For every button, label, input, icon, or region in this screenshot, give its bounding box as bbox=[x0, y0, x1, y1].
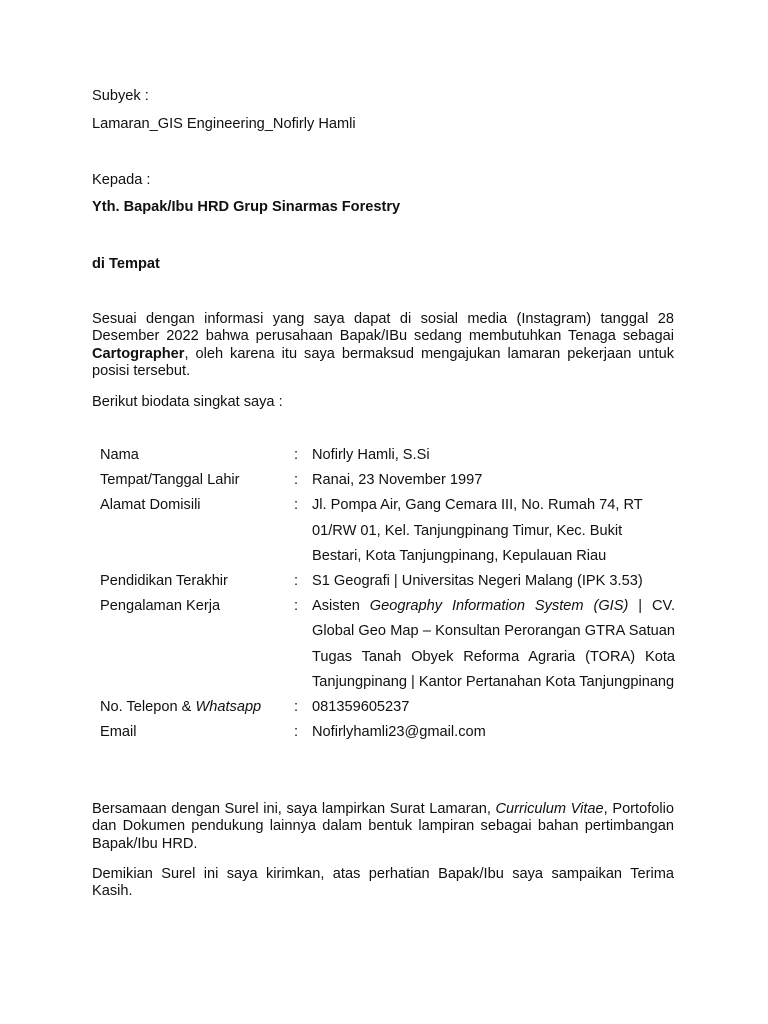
bio-colon: : bbox=[294, 573, 299, 590]
recipient-name: Yth. Bapak/Ibu HRD Grup Sinarmas Forestry bbox=[92, 199, 401, 215]
experience-prefix: Asisten bbox=[312, 598, 370, 615]
bio-label-address: Alamat Domisili bbox=[100, 497, 201, 514]
bio-label-birth: Tempat/Tanggal Lahir bbox=[100, 472, 240, 489]
bio-row-experience bbox=[100, 594, 675, 695]
experience-italic: Geography Information System (GIS) bbox=[369, 598, 629, 615]
phone-label-italic: Whatsapp bbox=[195, 699, 262, 716]
intro-position: Cartographer bbox=[92, 345, 185, 362]
attachments-text-start: Bersamaan dengan Surel ini, saya lampirkan Surat Lamaran, bbox=[92, 801, 496, 817]
bio-row-email bbox=[100, 720, 675, 745]
intro-paragraph bbox=[92, 311, 674, 381]
bio-colon: : bbox=[294, 598, 299, 615]
bio-row-birth bbox=[100, 468, 675, 493]
bio-label-phone bbox=[100, 695, 294, 720]
phone-label-prefix: No. Telepon & bbox=[100, 699, 196, 716]
bio-value-name: Nofirly Hamli, S.Si bbox=[312, 447, 430, 463]
bio-value-education: S1 Geografi | Universitas Negeri Malang (IPK 3.53) bbox=[312, 573, 643, 590]
bio-value-phone: 081359605237 bbox=[312, 699, 410, 716]
bio-label-email: Email bbox=[100, 724, 137, 741]
bio-colon: : bbox=[294, 497, 299, 514]
bio-colon: : bbox=[294, 699, 299, 716]
subject-value: Lamaran_GIS Engineering_Nofirly Hamli bbox=[92, 116, 356, 132]
attachments-paragraph bbox=[92, 801, 674, 853]
subject-label: Subyek : bbox=[92, 88, 149, 104]
attachments-cv: Curriculum Vitae bbox=[495, 801, 604, 817]
bio-row-address bbox=[100, 493, 675, 569]
intro-text-start: Sesuai dengan informasi yang saya dapat di sosial media (Instagram) tanggal 28 Desember 2022 bahwa perusahaan Bapak/IBu sedang membutuhkan Tenaga sebagai bbox=[92, 311, 674, 345]
recipient-place: di Tempat bbox=[92, 256, 160, 272]
bio-row-phone bbox=[100, 695, 675, 720]
bio-colon: : bbox=[294, 447, 299, 463]
bio-row-name bbox=[100, 443, 675, 468]
bio-row-education bbox=[100, 569, 675, 594]
bio-label-experience: Pengalaman Kerja bbox=[100, 598, 221, 615]
bio-label-name: Nama bbox=[100, 447, 139, 463]
closing-paragraph: Demikian Surel ini saya kirimkan, atas perhatian Bapak/Ibu saya sampaikan Terima Kasih. bbox=[92, 866, 674, 900]
bio-colon: : bbox=[294, 724, 299, 741]
bio-colon: : bbox=[294, 472, 299, 489]
bio-label-education: Pendidikan Terakhir bbox=[100, 573, 228, 590]
bio-value-email: Nofirlyhamli23@gmail.com bbox=[312, 724, 486, 741]
intro-text-end: , oleh karena itu saya bermaksud mengajukan lamaran pekerjaan untuk posisi tersebut. bbox=[92, 345, 674, 380]
attachments-text-end: , Portofolio dan Dokumen pendukung lainnya dalam bentuk lampiran sebagai bahan pertimbangan Bapak/Ibu HRD. bbox=[92, 801, 674, 852]
bio-intro: Berikut biodata singkat saya : bbox=[92, 394, 283, 410]
bio-value-experience bbox=[312, 594, 675, 695]
bio-value-birth: Ranai, 23 November 1997 bbox=[312, 472, 483, 489]
recipient-label: Kepada : bbox=[92, 172, 151, 188]
bio-value-address: Jl. Pompa Air, Gang Cemara III, No. Rumah 74, RT 01/RW 01, Kel. Tanjungpinang Timur, Kec. Bukit Bestari, Kota Tanjungpinang, Kepulauan Riau bbox=[312, 497, 643, 564]
experience-suffix: | CV. Global Geo Map – Konsultan Perorangan GTRA Satuan Tugas Tanah Obyek Reforma Agraria (TORA) Kota Tanjungpinang | Kantor Pertanahan Kota Tanjungpinang bbox=[312, 598, 675, 690]
biodata-table bbox=[100, 443, 675, 745]
